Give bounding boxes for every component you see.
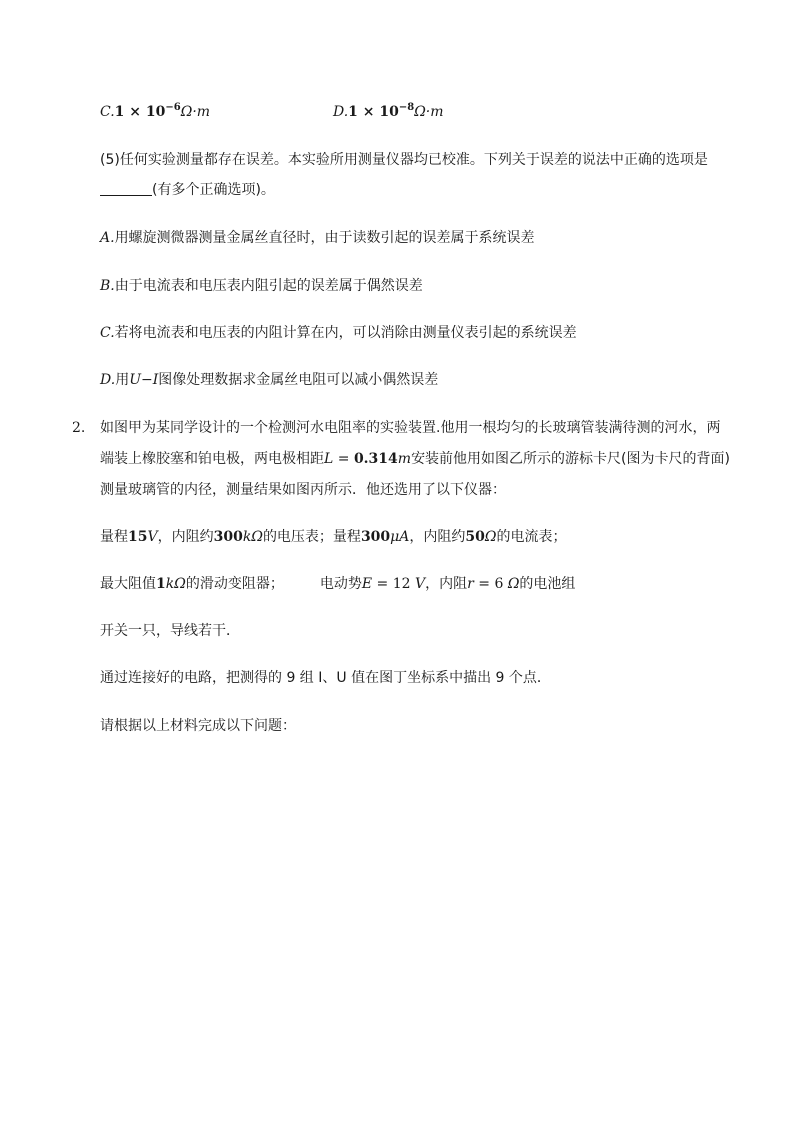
- q5-option-a[interactable]: [100, 228, 535, 248]
- q5-option-c-text: 若将电流表和电压表的内阻计算在内，可以消除由测量仪表引起的系统误差: [114, 325, 577, 341]
- q5-option-b[interactable]: [100, 276, 423, 296]
- length-value: 0.314: [353, 451, 398, 467]
- closing-line: 请根据以上材料完成以下问题：: [100, 718, 296, 734]
- instr2-text5: 的电池组: [519, 576, 576, 592]
- q2-para1-line1: 如图甲为某同学设计的一个检测河水电阻率的实验装置.他用一根均匀的长玻璃管装满待测的河水，两: [100, 420, 721, 436]
- options-cd-row: [100, 102, 444, 122]
- q5-option-d-text-pre: 用: [115, 372, 130, 388]
- option-c-unit: Ω·m: [180, 104, 211, 120]
- ammeter-resistance: 50: [465, 529, 485, 545]
- instr1-text3: 的电压表；量程: [262, 529, 361, 545]
- option-c-label: C.: [100, 104, 115, 120]
- rheostat-max: 1: [156, 576, 166, 592]
- instr1-text4: ，内阻约: [409, 529, 466, 545]
- instr2-text3: 电动势: [319, 576, 362, 592]
- instr2-text1: 最大阻值: [100, 576, 156, 592]
- instrument-line3: 开关一只，导线若干．: [100, 623, 240, 639]
- q5-option-d-label: D.: [100, 372, 116, 388]
- instrument-line2: [100, 574, 575, 594]
- q5-option-d-text-post: 图像处理数据求金属丝电阻可以减小偶然误差: [158, 372, 439, 388]
- length-unit: m: [397, 451, 412, 467]
- instrument-line1: [100, 527, 566, 547]
- option-d-label: D.: [332, 104, 349, 120]
- ammeter-range-unit: μA: [390, 529, 410, 545]
- instr1-text5: 的电流表；: [496, 529, 567, 545]
- eq-sign: =: [333, 451, 354, 467]
- internal-resistance-unit: Ω: [507, 576, 520, 592]
- q5-option-d-math: U−I: [129, 372, 159, 388]
- answer-blank[interactable]: [100, 181, 152, 196]
- emf-value: = 12: [372, 576, 415, 592]
- instr2-text2: 的滑动变阻器；: [185, 576, 284, 592]
- q5-option-d[interactable]: [100, 370, 438, 390]
- instr1-text2: ，内阻约: [157, 529, 214, 545]
- q5-prompt-line2: [100, 180, 275, 200]
- q5-option-b-text: 由于电流表和电压表内阻引起的误差属于偶然误差: [114, 278, 423, 294]
- q5-option-c-label: C.: [100, 325, 115, 341]
- q5-prompt-suffix: (有多个正确选项)。: [152, 182, 275, 198]
- q5-prompt-line1: (5)任何实验测量都存在误差。本实验所用测量仪器均已校准。下列关于误差的说法中正确的选项是: [100, 152, 708, 168]
- option-d-value: 1 × 10: [348, 104, 399, 120]
- voltmeter-range: 15: [128, 529, 148, 545]
- voltmeter-range-unit: V: [147, 529, 158, 545]
- option-d-unit: Ω·m: [414, 104, 444, 120]
- q5-option-b-label: B.: [100, 278, 115, 294]
- rheostat-max-unit: kΩ: [165, 576, 186, 592]
- q5-option-c[interactable]: [100, 323, 577, 343]
- var-l: L: [324, 451, 334, 467]
- option-c-value: 1 × 10: [114, 104, 166, 120]
- var-e: E: [361, 576, 373, 592]
- q2-line2-pre: 端装上橡胶塞和铂电极，两电极相距: [100, 451, 324, 467]
- data-description-line: 通过连接好的电路，把测得的 9 组 I、U 值在图丁坐标系中描出 9 个点．: [100, 670, 551, 686]
- ammeter-resistance-unit: Ω: [484, 529, 497, 545]
- option-c[interactable]: [100, 104, 215, 120]
- ammeter-range: 300: [360, 529, 391, 545]
- q2-line2-post: 安装前他用如图乙所示的游标卡尺(图为卡尺的背面): [411, 451, 730, 467]
- voltmeter-resistance-unit: kΩ: [242, 529, 263, 545]
- q2-para1-line3: 测量玻璃管的内径，测量结果如图丙所示．他还选用了以下仪器：: [100, 482, 506, 498]
- instr2-text4: ，内阻: [425, 576, 468, 592]
- question-number: 2.: [72, 420, 86, 436]
- emf-unit: V: [414, 576, 426, 592]
- q2-para1-line2: [100, 449, 730, 469]
- voltmeter-resistance: 300: [213, 529, 243, 545]
- option-d[interactable]: [329, 104, 444, 120]
- option-d-exponent: −8: [398, 102, 415, 113]
- internal-resistance-value: = 6: [473, 576, 508, 592]
- instr1-text1: 量程: [100, 529, 128, 545]
- option-c-exponent: −6: [165, 102, 181, 113]
- var-r: r: [467, 576, 474, 592]
- q5-option-a-text: 用螺旋测微器测量金属丝直径时，由于读数引起的误差属于系统误差: [114, 230, 535, 246]
- q5-option-a-label: A.: [100, 230, 115, 246]
